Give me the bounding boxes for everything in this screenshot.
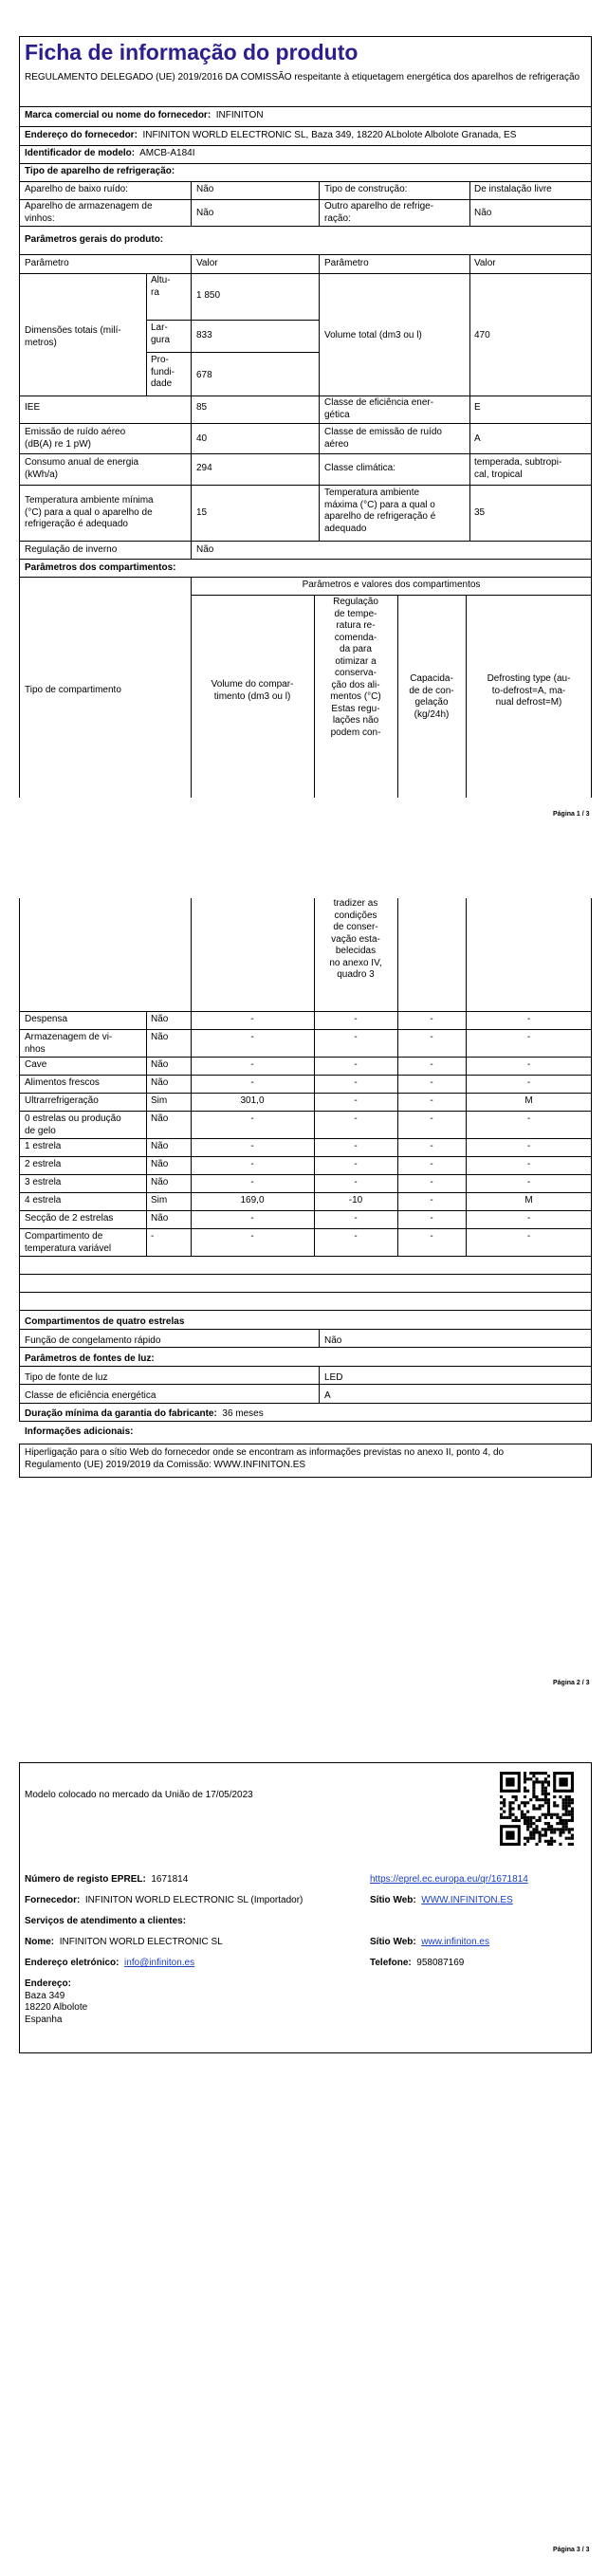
compartment-name [25, 1177, 61, 1189]
compartment-volume: - [250, 1159, 254, 1169]
comp-volume-header-l2: timento (dm3 ou l) [213, 690, 291, 702]
comp-temp-header-line: quadro 3 [337, 969, 375, 980]
compartment-name-l1: Despensa [25, 1014, 68, 1024]
construction-label: Tipo de construção: [324, 184, 408, 194]
compartment-name-l1: 2 estrela [25, 1159, 62, 1169]
construction-value: De instalação livre [474, 184, 552, 194]
compartment-name-l1: 1 estrela [25, 1141, 62, 1151]
comp-temp-header-line: da para [340, 644, 372, 654]
additional-header: Informações adicionais: [25, 1426, 134, 1437]
compartment-temp: -10 [348, 1195, 363, 1205]
comp-temp-header-cont [314, 898, 397, 982]
energy-value: 294 [196, 463, 212, 473]
compartment-freeze: - [430, 1059, 433, 1070]
width-label [151, 322, 170, 346]
compartment-name-l2: nhos [25, 1043, 46, 1055]
comp-freeze-header-l1: Capacida- [410, 673, 453, 684]
compartment-present: Não [151, 1032, 169, 1042]
additional-text-l2: Regulamento (UE) 2019/2019 da Comissão: WWW.INFINITON.ES [25, 1459, 306, 1470]
p3-address-line-1: Baza 349 [25, 1990, 65, 2001]
comp-temp-header-line: no anexo IV, [329, 957, 382, 968]
p3-web2-row [370, 1937, 489, 1949]
compartment-present: - [151, 1231, 155, 1242]
compartment-volume: - [250, 1032, 254, 1042]
p3-name-label: Nome: [25, 1937, 55, 1947]
placed-on-market: Modelo colocado no mercado da União de 17/05/2023 [25, 1790, 253, 1800]
climate-label: Classe climática: [324, 463, 396, 473]
height-value: 1 850 [196, 290, 221, 301]
comp-temp-header-line: ção dos ali- [331, 679, 380, 690]
compartment-name [25, 1113, 121, 1137]
compartment-freeze: - [430, 1195, 433, 1205]
p3-address-line-3: Espanha [25, 2014, 63, 2025]
tmax-label-l3: aparelho de refrigeração é [324, 511, 436, 522]
comp-temp-header-line: conserva- [335, 668, 377, 678]
compartment-volume: - [250, 1113, 254, 1124]
dims-label [25, 325, 121, 349]
p3-address-line-2: 18220 Albolote [25, 2002, 88, 2013]
compartment-present: Sim [151, 1195, 168, 1205]
compartment-defrost: - [526, 1059, 531, 1070]
wine-value: Não [196, 208, 214, 218]
compartment-defrost: - [526, 1159, 531, 1169]
volume-value: 470 [474, 330, 490, 340]
depth-label-l2: fundi- [151, 366, 175, 377]
compartment-defrost: - [526, 1141, 531, 1151]
wine-label-l1: Aparelho de armazenagem de [25, 201, 153, 212]
winter-label: Regulação de inverno [25, 544, 118, 555]
eprel-link[interactable]: https://eprel.ec.europa.eu/qr/1671814 [370, 1874, 528, 1885]
compartment-volume: 301,0 [240, 1095, 265, 1106]
col-value-1: Valor [196, 258, 218, 268]
width-label-l1: Lar- [151, 322, 168, 333]
light-class-label: Classe de eficiência energética [25, 1390, 156, 1401]
address-row [25, 130, 516, 142]
eprel-value: 1671814 [151, 1874, 189, 1885]
p3-email-link[interactable]: info@infiniton.es [124, 1958, 195, 1968]
compartment-defrost: - [526, 1014, 531, 1024]
tmin-label-l2: (°C) para a qual o aparelho de [25, 506, 153, 518]
p3-name-value: INFINITON WORLD ELECTRONIC SL [59, 1937, 223, 1947]
compartment-present: Não [151, 1059, 169, 1070]
noise-label-l1: Emissão de ruído aéreo [25, 427, 126, 437]
compartment-present: Não [151, 1213, 169, 1224]
p3-supplier-label: Fornecedor: [25, 1895, 81, 1905]
compartment-present: Não [151, 1141, 169, 1151]
p3-web-link[interactable]: WWW.INFINITON.ES [421, 1895, 513, 1905]
page-number-3: Página 3 / 3 [553, 2547, 590, 2553]
compartment-name [25, 1141, 61, 1153]
general-header: Parâmetros gerais do produto: [25, 234, 164, 245]
eprel-row [25, 1874, 188, 1886]
compartment-volume: - [250, 1059, 254, 1070]
col-value-2: Valor [474, 258, 496, 268]
light-header: Parâmetros de fontes de luz: [25, 1353, 155, 1364]
compartment-temp: - [354, 1032, 358, 1042]
comp-freeze-header-l3: gelação [414, 697, 449, 708]
compartment-temp: - [354, 1213, 358, 1224]
compartment-freeze: - [430, 1213, 433, 1224]
compartment-defrost: - [526, 1177, 531, 1187]
compartment-defrost: - [526, 1032, 531, 1042]
compartment-temp: - [354, 1177, 358, 1187]
comp-freeze-header [397, 673, 466, 721]
height-label-l1: Altu- [151, 275, 171, 285]
compartment-freeze: - [430, 1014, 433, 1024]
compartment-name [25, 1231, 111, 1255]
depth-label-l1: Pro- [151, 355, 169, 365]
compartment-name-l1: 0 estrelas ou produção [25, 1113, 121, 1124]
comp-temp-header-line: ratura re- [336, 620, 376, 631]
p3-supplier-value: INFINITON WORLD ELECTRONIC SL (Importador) [84, 1895, 304, 1905]
dims-label-l2: metros) [25, 337, 57, 348]
wine-label-l2: vinhos: [25, 212, 55, 224]
comp-temp-header-line: belecidas [335, 946, 377, 956]
comp-defrost-header-l3: nual defrost=M) [495, 697, 562, 708]
height-label-l2: ra [151, 286, 159, 298]
compartment-defrost: - [526, 1231, 531, 1242]
light-type-value: LED [324, 1372, 343, 1383]
fast-freeze-value: Não [324, 1335, 342, 1346]
tmin-label-l1: Temperatura ambiente mínima [25, 495, 154, 506]
p3-phone-value: 958087169 [416, 1958, 465, 1968]
compartment-name-l1: Armazenagem de vi- [25, 1032, 113, 1042]
winter-value: Não [196, 544, 214, 555]
comp-defrost-header-l2: to-defrost=A, ma- [491, 685, 566, 696]
compartment-temp: - [354, 1095, 358, 1106]
p3-supplier-row [25, 1895, 303, 1907]
compartment-freeze: - [430, 1177, 433, 1187]
volume-label: Volume total (dm3 ou l) [324, 330, 422, 340]
compartment-temp: - [354, 1113, 358, 1124]
model-label: Identificador de modelo: [25, 148, 136, 158]
service-header: Serviços de atendimento a clientes: [25, 1916, 187, 1926]
page-number-2: Página 2 / 3 [553, 1680, 590, 1686]
p3-web2-label: Sítio Web: [370, 1937, 416, 1947]
compartment-defrost: M [524, 1095, 533, 1106]
comp-volume-header [191, 679, 314, 703]
guarantee-label: Duração mínima da garantia do fabricante: [25, 1408, 217, 1419]
noise-label-l2: (dB(A) re 1 pW) [25, 438, 92, 450]
compartment-present: Não [151, 1159, 169, 1169]
comp-temp-header-line: podem con- [330, 727, 381, 738]
wine-label [25, 201, 153, 225]
energy-label-l2: (kWh/a) [25, 469, 58, 480]
compartment-defrost: - [526, 1113, 531, 1124]
compartment-temp: - [354, 1231, 358, 1242]
eprel-label: Número de registo EPREL: [25, 1874, 146, 1885]
qr-code-icon[interactable] [500, 1772, 574, 1846]
compartment-name [25, 1059, 46, 1072]
comp-volume-header-l1: Volume do compar- [211, 679, 294, 690]
p3-web-row [370, 1895, 513, 1907]
noise-class-label-l1: Classe de emissão de ruído [324, 427, 442, 437]
comp-temp-header-line: comenda- [334, 632, 377, 643]
compartment-name [25, 1014, 67, 1026]
compartment-present: Não [151, 1077, 169, 1088]
comp-temp-header-line: otimizar a [335, 655, 377, 667]
additional-text [25, 1447, 588, 1471]
col-param-2: Parâmetro [324, 258, 369, 268]
compartment-volume: - [250, 1213, 254, 1224]
efficiency-label [324, 397, 433, 421]
model-row [25, 148, 195, 160]
comp-freeze-header-l2: de de con- [409, 685, 454, 696]
compartment-temp: - [354, 1014, 358, 1024]
compartment-volume: - [250, 1141, 254, 1151]
noise-value: 40 [196, 433, 208, 444]
comp-temp-header-line: Regulação [333, 597, 378, 607]
compartment-freeze: - [430, 1032, 433, 1042]
compartment-name-l1: Secção de 2 estrelas [25, 1213, 114, 1224]
energy-label-l1: Consumo anual de energia [25, 457, 139, 468]
page-number-1: Página 1 / 3 [553, 811, 590, 818]
compartment-name-l1: Ultrarrefrigeração [25, 1095, 99, 1106]
compartment-freeze: - [430, 1159, 433, 1169]
supplier-row [25, 110, 264, 122]
compartment-volume: - [250, 1177, 254, 1187]
compartment-present: Não [151, 1113, 169, 1124]
low-noise-value: Não [196, 184, 214, 194]
p3-web-label: Sítio Web: [370, 1895, 416, 1905]
p3-address-label: Endereço: [25, 1978, 71, 1989]
compartment-name-l1: Alimentos frescos [25, 1077, 100, 1088]
compartment-volume: 169,0 [240, 1195, 265, 1205]
compartment-volume: - [250, 1014, 254, 1024]
tmin-value: 15 [196, 507, 208, 518]
noise-class-label-l2: aéreo [324, 438, 349, 450]
comp-temp-header-line: mentos (°C) [330, 691, 381, 702]
compartment-name [25, 1095, 99, 1108]
compartment-name-l1: Compartimento de [25, 1231, 103, 1242]
comp-temp-header-line: de tempe- [334, 608, 377, 619]
additional-text-l1: Hiperligação para o sítio Web do fornecedor onde se encontram as informações previstas no anexo II, ponto 4, do [25, 1447, 505, 1458]
depth-value: 678 [196, 370, 212, 380]
compartment-temp: - [354, 1059, 358, 1070]
guarantee-value: 36 meses [222, 1408, 264, 1419]
comp-defrost-header-l1: Defrosting type (au- [487, 673, 571, 684]
supplier-label: Marca comercial ou nome do fornecedor: [25, 110, 212, 120]
low-noise-label: Aparelho de baixo ruído: [25, 184, 128, 194]
noise-class-value: A [474, 433, 481, 444]
comp-freeze-header-l4: (kg/24h) [414, 708, 450, 720]
comp-temp-header-line: condições [334, 910, 377, 921]
compartment-name-l2: de gelo [25, 1125, 56, 1136]
eei-value: 85 [196, 402, 208, 413]
address-value: INFINITON WORLD ELECTRONIC SL, Baza 349, 18220 ALbolote Albolote Granada, ES [142, 130, 517, 140]
compartment-present: Não [151, 1014, 169, 1024]
tmin-label [25, 495, 154, 531]
comp-temp-header [314, 597, 397, 739]
address-label: Endereço do fornecedor: [25, 130, 138, 140]
comp-type-header: Tipo de compartimento [25, 685, 121, 695]
compartment-name-l1: 3 estrela [25, 1177, 62, 1187]
page-title: Ficha de informação do produto [25, 40, 359, 64]
other-value: Não [474, 208, 492, 218]
comp-temp-header-line: Estas regu- [331, 703, 380, 714]
tmax-label-l1: Temperatura ambiente [324, 488, 420, 498]
tmax-label-l2: máxima (°C) para a qual o [324, 499, 435, 510]
compartment-present: Não [151, 1177, 169, 1187]
compartment-defrost: - [526, 1077, 531, 1088]
comp-temp-header-line: de conser- [333, 922, 378, 932]
light-class-value: A [324, 1390, 331, 1401]
compartment-name [25, 1159, 61, 1171]
comp-group-header: Parâmetros e valores dos compartimentos [302, 580, 481, 590]
compartment-name [25, 1077, 100, 1090]
other-label-l2: ração: [324, 212, 351, 224]
efficiency-label-l2: gética [324, 409, 350, 420]
tmax-label [324, 488, 435, 535]
noise-label [25, 427, 125, 451]
tmax-label-l4: adequado [324, 523, 367, 534]
compartment-freeze: - [430, 1231, 433, 1242]
climate-value [474, 457, 561, 481]
efficiency-value: E [474, 402, 481, 413]
compartment-volume: - [250, 1231, 254, 1242]
comp-temp-header-line: lações não [332, 715, 379, 726]
compartment-freeze: - [430, 1077, 433, 1088]
noise-class-label [324, 427, 442, 451]
energy-label [25, 457, 138, 481]
comp-temp-header-line: tradizer as [333, 898, 378, 909]
depth-label [151, 355, 175, 391]
dims-label-l1: Dimensões totais (milí- [25, 325, 121, 336]
supplier-value: INFINITON [215, 110, 264, 120]
compartment-temp: - [354, 1077, 358, 1088]
guarantee-row [25, 1408, 264, 1421]
tmin-label-l3: refrigeração é adequado [25, 519, 128, 529]
fast-freeze-label: Função de congelamento rápido [25, 1335, 161, 1346]
compartment-defrost: M [524, 1195, 533, 1205]
compartments-header: Parâmetros dos compartimentos: [25, 562, 176, 573]
other-label [324, 201, 433, 225]
p3-address [25, 1978, 87, 2026]
climate-value-l1: temperada, subtropi- [474, 457, 562, 468]
compartment-freeze: - [430, 1113, 433, 1124]
p3-email-row [25, 1958, 194, 1970]
light-type-label: Tipo de fonte de luz [25, 1372, 108, 1383]
four-star-header: Compartimentos de quatro estrelas [25, 1316, 185, 1327]
p3-name-row [25, 1937, 223, 1949]
eei-label: IEE [25, 402, 41, 413]
type-header: Tipo de aparelho de refrigeração: [25, 166, 175, 176]
tmax-value: 35 [474, 507, 486, 518]
depth-label-l3: dade [151, 378, 173, 389]
comp-defrost-header [466, 673, 592, 709]
compartment-volume: - [250, 1077, 254, 1088]
height-label [151, 275, 171, 299]
compartment-name [25, 1032, 112, 1056]
col-param-1: Parâmetro [25, 258, 69, 268]
regulation-text: REGULAMENTO DELEGADO (UE) 2019/2016 DA COMISSÃO respeitante à etiquetagem energética dos aparelhos de refrigeração [25, 72, 580, 83]
model-value: AMCB-A184I [139, 148, 195, 158]
width-value: 833 [196, 330, 212, 340]
compartment-name [25, 1213, 113, 1225]
comp-temp-header-line: vação esta- [331, 933, 380, 945]
climate-value-l2: cal, tropical [474, 469, 523, 480]
compartment-present: Sim [151, 1095, 168, 1106]
p3-web2-link[interactable]: www.infiniton.es [421, 1937, 489, 1947]
compartment-freeze: - [430, 1095, 433, 1106]
compartment-name-l2: temperatura variável [25, 1242, 112, 1254]
compartment-defrost: - [526, 1213, 531, 1224]
compartment-name-l1: Cave [25, 1059, 47, 1070]
p3-phone-label: Telefone: [370, 1958, 412, 1968]
compartment-name [25, 1195, 61, 1207]
compartment-temp: - [354, 1159, 358, 1169]
width-label-l2: gura [151, 334, 171, 345]
p3-email-label: Endereço eletrónico: [25, 1958, 120, 1968]
compartment-temp: - [354, 1141, 358, 1151]
efficiency-label-l1: Classe de eficiência ener- [324, 397, 434, 408]
p3-phone-row [370, 1958, 464, 1970]
other-label-l1: Outro aparelho de refrige- [324, 201, 434, 212]
compartment-freeze: - [430, 1141, 433, 1151]
compartment-name-l1: 4 estrela [25, 1195, 62, 1205]
